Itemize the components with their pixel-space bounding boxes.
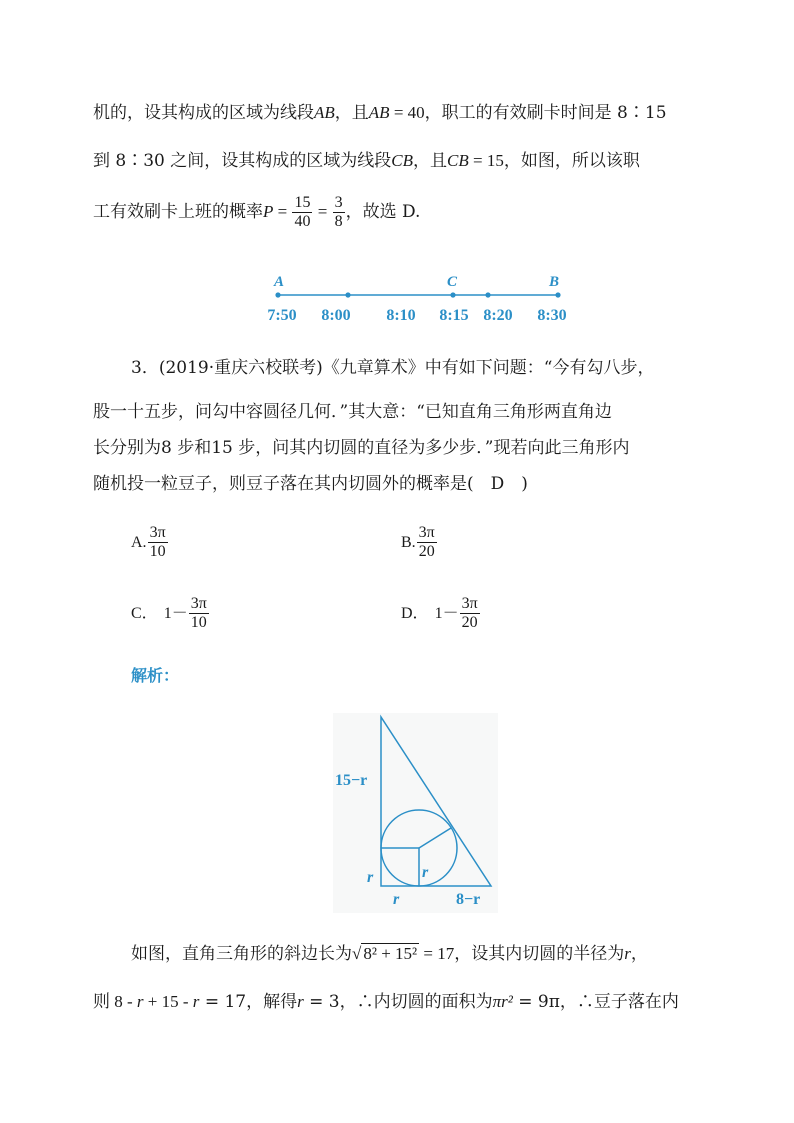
tick-dot	[485, 292, 490, 297]
text: = 17，解得	[199, 992, 298, 1012]
problem-line: 长分别为8 步和15 步，问其内切圆的直径为多少步．”现若向此三角形内	[93, 438, 630, 458]
option-a[interactable]: A. $\frac{3\pi}{10}$	[131, 524, 166, 560]
text: = 9π，∴豆子落在内	[512, 992, 679, 1012]
tick-label: 8:15	[439, 307, 469, 324]
option-c[interactable]: C． 1－ $\frac{3\pi}{10}$	[131, 595, 207, 631]
fraction: $\frac{3\pi}{10}$	[190, 595, 207, 631]
math-expr: 则 8 -	[93, 992, 137, 1011]
tick-dot	[275, 292, 280, 297]
text-line	[93, 990, 703, 1014]
text-line	[93, 101, 703, 125]
text: ，且	[413, 151, 447, 171]
text: 到 8∶30 之间，设其构成的区域为线段	[93, 151, 392, 171]
side-label: r	[393, 891, 400, 908]
tick-dot	[450, 292, 455, 297]
option-b[interactable]: B. $\frac{3\pi}{20}$	[401, 524, 435, 560]
problem-line: 股一十五步，问勾中容圆径几何．”其大意：“已知直角三角形两直角边	[93, 402, 612, 422]
text: ，且	[334, 103, 369, 123]
problem-line: 3．(2019·重庆六校联考)《九章算术》中有如下问题：“今有勾八步，	[131, 358, 655, 378]
text: ，	[630, 944, 648, 964]
tick-dot	[345, 292, 350, 297]
math-var: CB	[391, 151, 413, 170]
fraction: $\frac{3}{8}$	[334, 194, 343, 230]
analysis-label: 解析：	[131, 666, 180, 685]
triangle-figure	[333, 713, 498, 913]
math-expr: + 15 -	[143, 992, 193, 1011]
sqrt-expr: √ 8² + 15²	[352, 944, 418, 963]
tick-label: 8:10	[386, 307, 416, 324]
text: ，设其内切圆的半径为	[454, 944, 625, 964]
problem-line: 随机投一粒豆子，则豆子落在其内切圆外的概率是( D )	[93, 474, 528, 494]
math-var: r	[624, 944, 631, 963]
math-var: P	[263, 202, 274, 221]
point-label-C: C	[447, 274, 458, 290]
math-var: CB	[447, 151, 469, 170]
math-var: r	[192, 992, 200, 1011]
tick-label: 7:50	[267, 307, 297, 324]
tick-label: 8:00	[321, 307, 351, 324]
point-label-B: B	[549, 274, 560, 290]
math-expr: =	[273, 202, 292, 221]
tick-label: 8:30	[537, 307, 567, 324]
text: ，故选 D.	[345, 202, 421, 222]
option-d[interactable]: D． 1－ $\frac{3\pi}{20}$	[401, 595, 478, 631]
text: 机的，设其构成的区域为线段	[93, 103, 314, 123]
math-var: r	[136, 992, 144, 1011]
math-var: AB	[368, 103, 390, 122]
point-label-A: A	[274, 274, 285, 290]
fraction: $\frac{3\pi}{20}$	[418, 524, 435, 560]
fraction: $\frac{15}{40}$	[294, 194, 311, 230]
text: ，职工的有效刷卡时间是 8∶15	[424, 103, 667, 123]
fraction: $\frac{3\pi}{10}$	[149, 524, 166, 560]
math-expr: = 17	[419, 944, 455, 963]
number-line-figure	[258, 268, 578, 328]
math-var: r	[297, 992, 304, 1011]
text-line	[131, 942, 741, 966]
fraction: $\frac{3\pi}{20}$	[461, 595, 478, 631]
text-line: 工有效刷卡上班的概率P = $\frac{15}{40}$ = $\frac{3}{8}$ ，故选 D.	[93, 194, 421, 230]
side-label: 8−r	[456, 891, 481, 908]
side-label: r	[367, 869, 374, 886]
text: 如图，直角三角形的斜边长为	[131, 944, 352, 964]
tick-label: 8:20	[483, 307, 513, 324]
text: ，如图，所以该职	[503, 151, 640, 171]
side-label: 15−r	[335, 772, 368, 789]
tick-dot	[555, 292, 560, 297]
math-expr: = 40	[389, 103, 425, 122]
math-expr: πr²	[492, 992, 513, 1011]
side-label: r	[422, 864, 429, 881]
text: 工有效刷卡上班的概率	[93, 202, 263, 222]
text-line	[93, 149, 703, 173]
math-var: AB	[314, 103, 335, 122]
figure-background	[333, 713, 498, 913]
math-expr: = 15	[468, 151, 504, 170]
text: = 3，∴内切圆的面积为	[303, 992, 493, 1012]
